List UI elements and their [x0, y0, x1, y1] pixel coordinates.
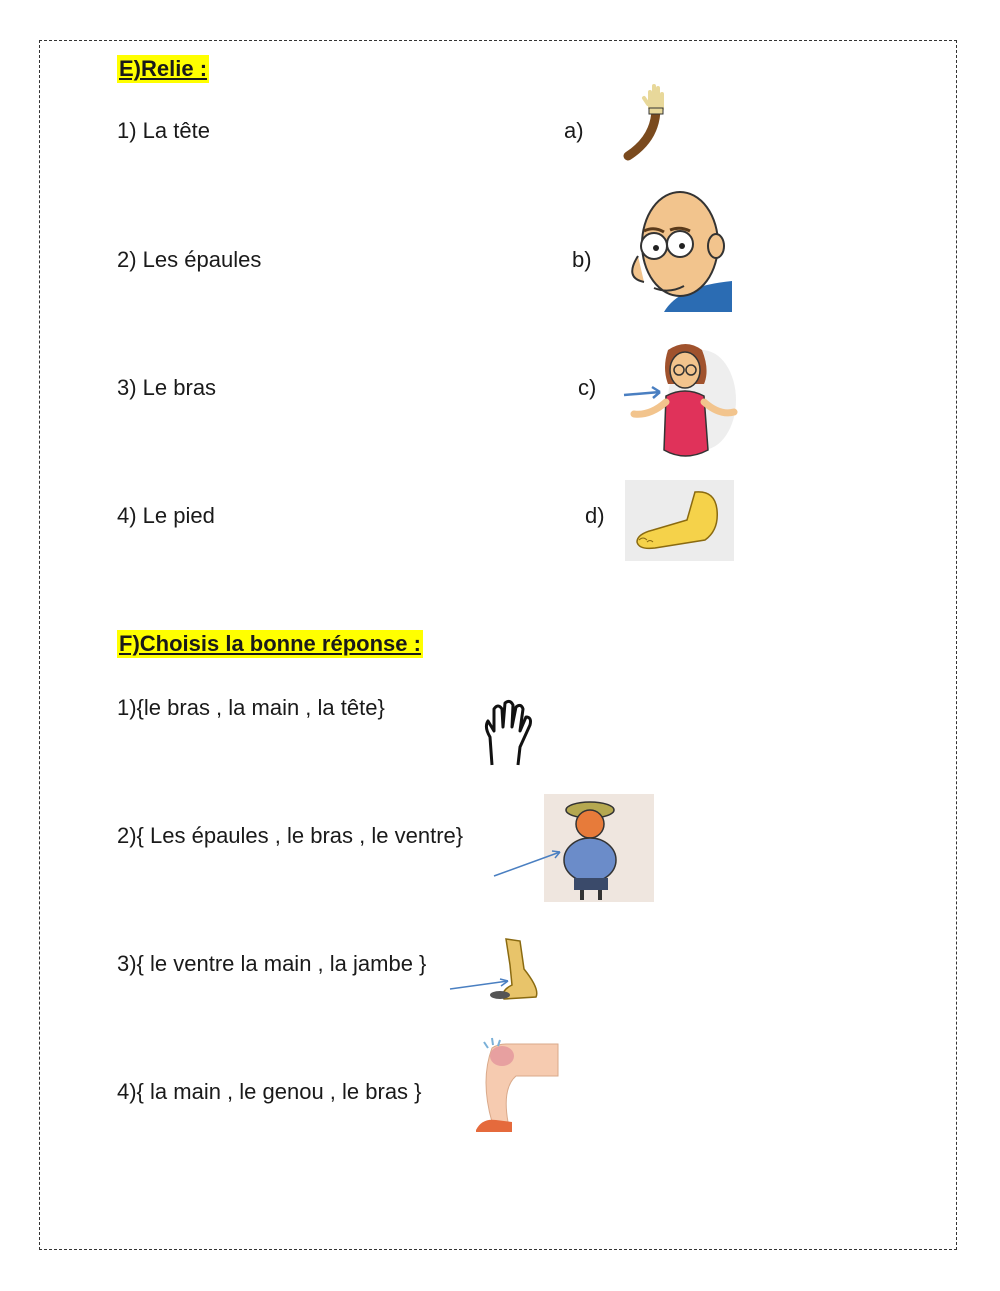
match-letter-b: b)	[572, 247, 592, 272]
choice-item-2: 2){ Les épaules , le bras , le ventre}	[117, 823, 464, 848]
leg-picture	[448, 935, 548, 1005]
section-e-title: E)Relie :	[119, 56, 208, 81]
foot-picture	[625, 480, 734, 561]
choice-item-1: 1){le bras , la main , la tête}	[117, 695, 385, 720]
choice-item-4: 4){ la main , le genou , le bras }	[117, 1079, 422, 1104]
choice-item-3: 3){ le ventre la main , la jambe }	[117, 951, 427, 976]
arm-picture	[612, 78, 672, 163]
match-letter-a: a)	[564, 118, 584, 143]
match-letter-c: c)	[578, 375, 597, 400]
knee-picture	[472, 1036, 562, 1136]
head-picture	[624, 186, 732, 312]
match-item-4: 4) Le pied	[117, 503, 215, 528]
hand-picture	[478, 697, 538, 767]
match-letter-d: d)	[585, 503, 605, 528]
match-item-2: 2) Les épaules	[117, 247, 262, 272]
belly-man-picture	[490, 792, 656, 904]
match-item-1: 1) La tête	[117, 118, 210, 143]
woman-picture	[622, 340, 738, 468]
match-item-3: 3) Le bras	[117, 375, 217, 400]
section-f-title: F)Choisis la bonne réponse :	[119, 631, 421, 656]
